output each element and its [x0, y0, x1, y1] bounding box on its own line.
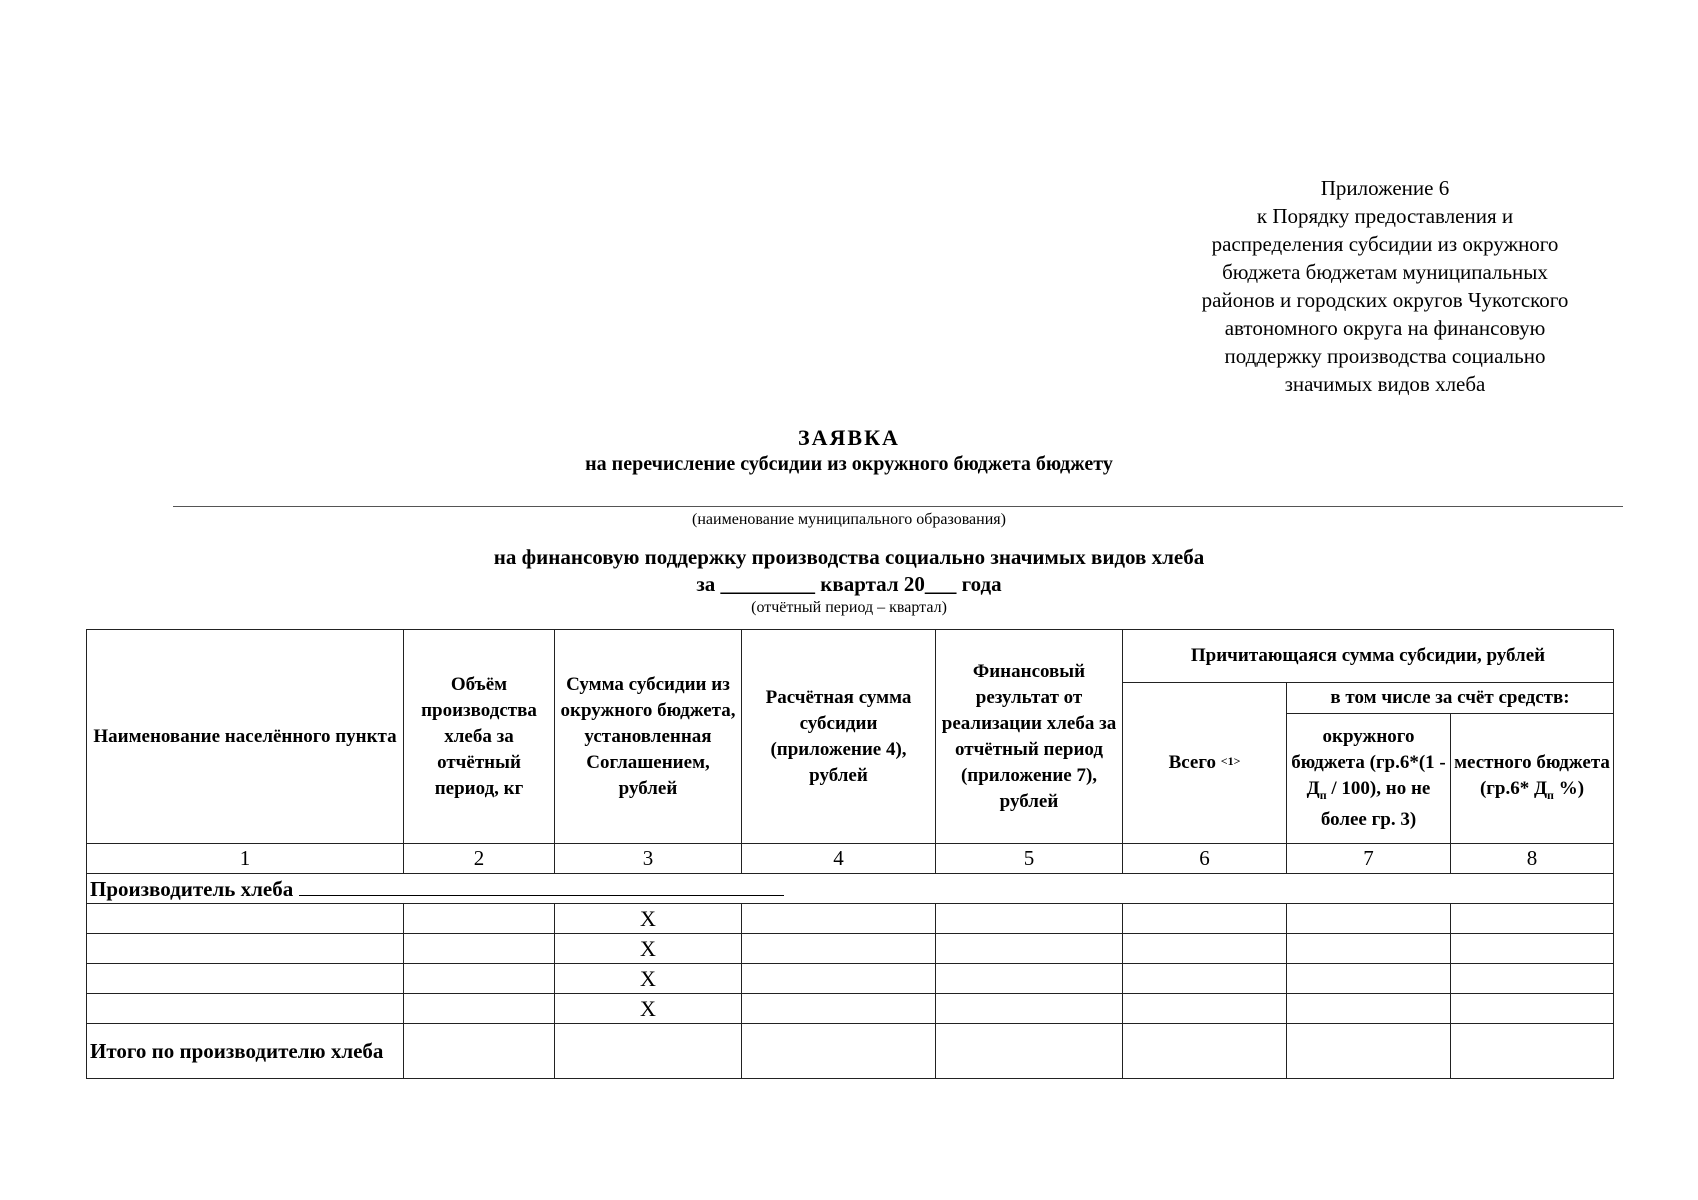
column-number-row: [87, 844, 1614, 874]
total-label: Итого по производителю хлеба: [87, 1024, 404, 1079]
cell-agreement-sum: X: [555, 964, 742, 994]
cell-agreement-sum: X: [555, 904, 742, 934]
header-district-budget-text2: / 100), но не более гр. 3): [1320, 777, 1431, 831]
cell-district-budget[interactable]: [1287, 934, 1451, 964]
producer-cell: [87, 874, 1614, 904]
column-number: 7: [1287, 844, 1451, 874]
producer-name-field[interactable]: [299, 875, 784, 896]
cell-volume[interactable]: [404, 904, 555, 934]
cell-district-budget[interactable]: [1287, 904, 1451, 934]
cell-district-budget[interactable]: [1287, 964, 1451, 994]
cell-calculated-sum[interactable]: [742, 994, 936, 1024]
header-agreement-sum: Сумма субсидии из окружного бюджета, установленная Соглашением, рублей: [555, 630, 742, 844]
appendix-line: автономного округа на финансовую: [1224, 316, 1546, 340]
column-number: 6: [1123, 844, 1287, 874]
producer-row: [87, 874, 1614, 904]
cell-financial-result[interactable]: [936, 904, 1123, 934]
cell-local-budget[interactable]: [1451, 964, 1614, 994]
municipality-caption: (наименование муниципального образования): [692, 511, 1006, 528]
cell-financial-result[interactable]: [936, 934, 1123, 964]
cell-total-agreement[interactable]: [555, 1024, 742, 1079]
municipality-blank-line: [173, 506, 1623, 507]
cell-total-local[interactable]: [1451, 1024, 1614, 1079]
cell-calculated-sum[interactable]: [742, 934, 936, 964]
cell-total[interactable]: [1123, 964, 1287, 994]
table-row: [87, 904, 1614, 934]
column-number: 2: [404, 844, 555, 874]
column-number: 8: [1451, 844, 1614, 874]
header-calculated-sum: Расчётная сумма субсидии (приложение 4), рублей: [742, 630, 936, 844]
document-title: ЗАЯВКА: [798, 425, 900, 450]
period-heading: за _________ квартал 20___ года: [696, 572, 1002, 596]
cell-local-budget[interactable]: [1451, 904, 1614, 934]
appendix-block: [1150, 174, 1620, 398]
cell-total[interactable]: [1123, 934, 1287, 964]
total-row: [87, 1024, 1614, 1079]
cell-financial-result[interactable]: [936, 964, 1123, 994]
cell-local-budget[interactable]: [1451, 994, 1614, 1024]
cell-total-calculated[interactable]: [742, 1024, 936, 1079]
table-row: [87, 964, 1614, 994]
cell-calculated-sum[interactable]: [742, 964, 936, 994]
appendix-line: бюджета бюджетам муниципальных: [1222, 260, 1548, 284]
header-local-budget-text2: %): [1553, 777, 1585, 799]
cell-local-budget[interactable]: [1451, 934, 1614, 964]
cell-total-result[interactable]: [936, 1024, 1123, 1079]
cell-settlement[interactable]: [87, 994, 404, 1024]
header-settlement: Наименование населённого пункта: [87, 630, 404, 844]
column-number: 1: [87, 844, 404, 874]
subscript-p: п: [1547, 787, 1554, 802]
appendix-line: районов и городских округов Чукотского: [1201, 288, 1569, 312]
cell-district-budget[interactable]: [1287, 994, 1451, 1024]
cell-total[interactable]: [1123, 904, 1287, 934]
cell-volume[interactable]: [404, 994, 555, 1024]
header-due-subsidy: Причитающаяся сумма субсидии, рублей: [1123, 630, 1614, 683]
header-total-label: Всего: [1168, 752, 1216, 773]
document-subtitle: на перечисление субсидии из окружного бюджета бюджету: [585, 453, 1113, 475]
appendix-line: значимых видов хлеба: [1284, 372, 1486, 396]
header-district-budget-text: окружного бюджета (гр.6*(1 - Д: [1291, 725, 1446, 799]
cell-financial-result[interactable]: [936, 994, 1123, 1024]
appendix-line: Приложение 6: [1320, 176, 1450, 200]
header-total: [1123, 683, 1287, 844]
footnote-mark: <1>: [1220, 754, 1241, 768]
subscript-p: п: [1319, 787, 1327, 802]
cell-agreement-sum: X: [555, 934, 742, 964]
appendix-line: к Порядку предоставления и: [1256, 204, 1514, 228]
column-number: 4: [742, 844, 936, 874]
appendix-line: поддержку производства социально: [1224, 344, 1546, 368]
producer-label: Производитель хлеба: [90, 877, 294, 901]
appendix-line: распределения субсидии из окружного: [1211, 232, 1559, 256]
cell-settlement[interactable]: [87, 934, 404, 964]
cell-total-volume[interactable]: [404, 1024, 555, 1079]
cell-total-all[interactable]: [1123, 1024, 1287, 1079]
cell-calculated-sum[interactable]: [742, 904, 936, 934]
cell-total-district[interactable]: [1287, 1024, 1451, 1079]
column-number: 3: [555, 844, 742, 874]
table-row: [87, 994, 1614, 1024]
cell-settlement[interactable]: [87, 964, 404, 994]
column-number: 5: [936, 844, 1123, 874]
header-including: в том числе за счёт средств:: [1287, 683, 1614, 714]
purpose-heading: на финансовую поддержку производства социально значимых видов хлеба: [493, 545, 1205, 569]
header-local-budget: [1451, 714, 1614, 844]
header-district-budget: [1287, 714, 1451, 844]
subsidy-request-table: [86, 629, 1614, 1079]
period-caption: (отчётный период – квартал): [751, 599, 947, 616]
cell-volume[interactable]: [404, 964, 555, 994]
cell-total[interactable]: [1123, 994, 1287, 1024]
header-local-budget-text: местного бюджета (гр.6* Д: [1454, 751, 1610, 799]
cell-agreement-sum: X: [555, 994, 742, 1024]
cell-settlement[interactable]: [87, 904, 404, 934]
cell-volume[interactable]: [404, 934, 555, 964]
table-row: [87, 934, 1614, 964]
header-volume: Объём производства хлеба за отчётный период, кг: [404, 630, 555, 844]
header-financial-result: Финансовый результат от реализации хлеба за отчётный период (приложение 7), рублей: [936, 630, 1123, 844]
